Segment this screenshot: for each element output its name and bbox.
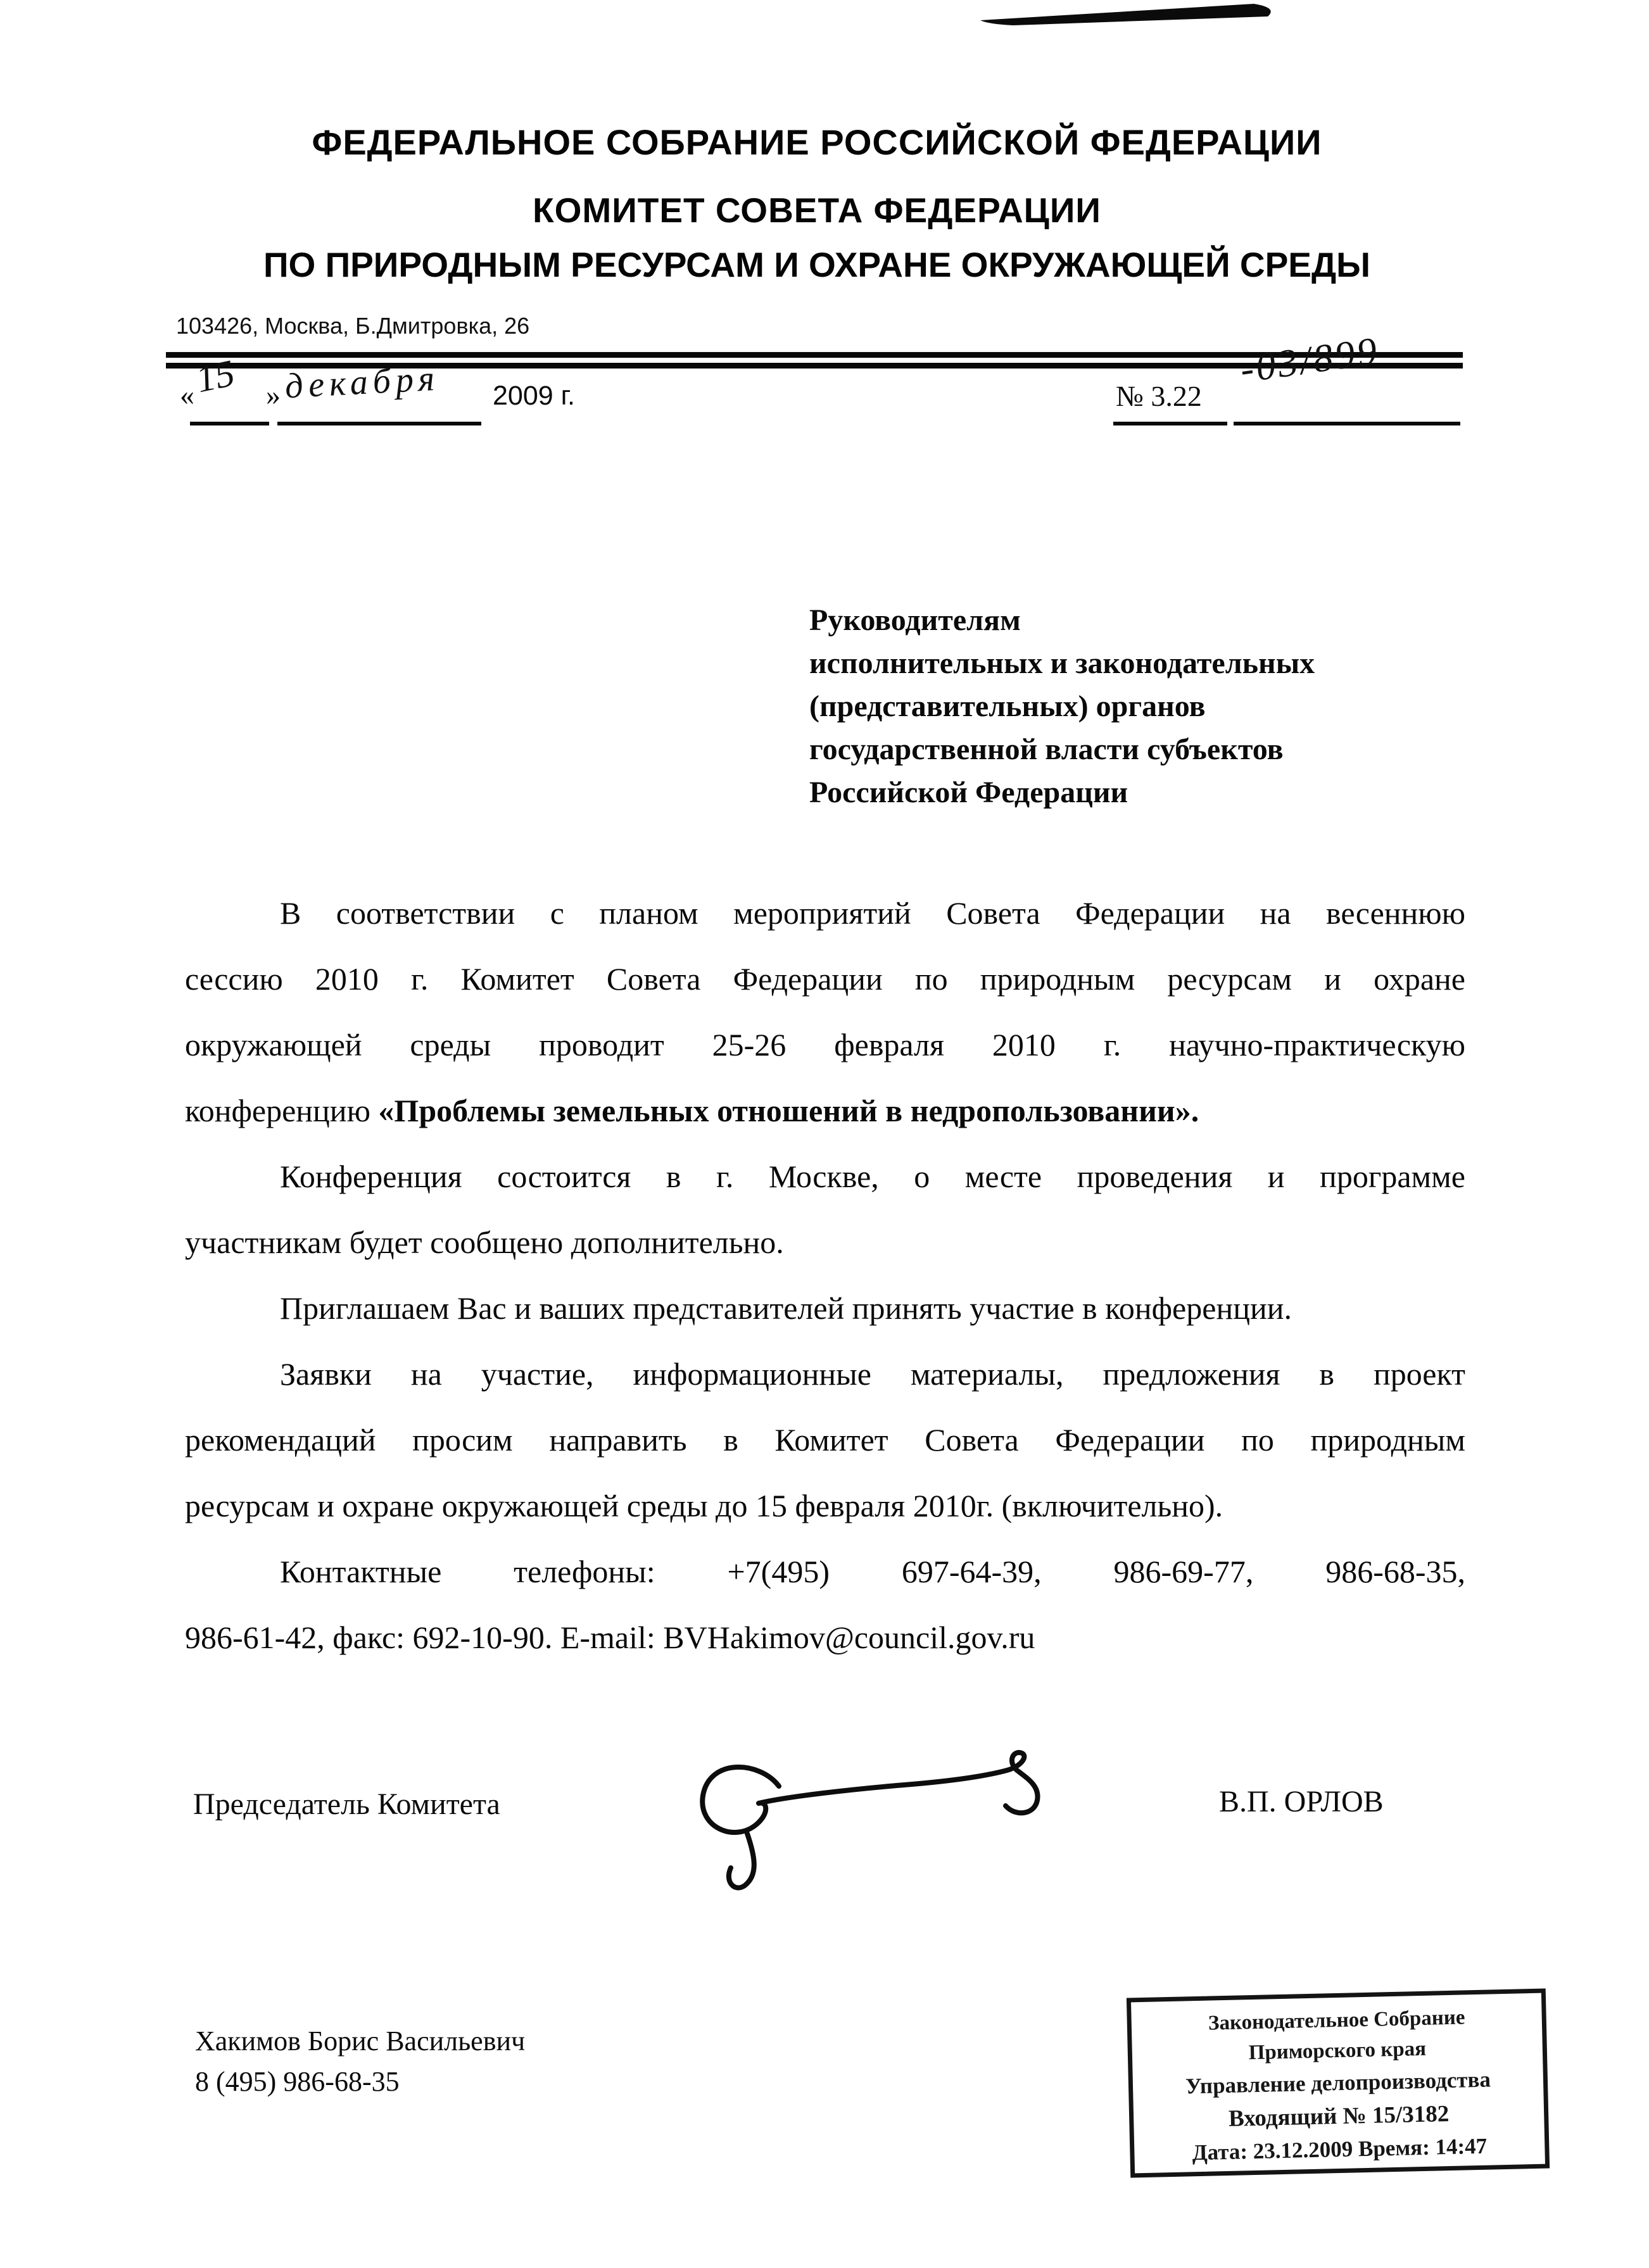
body-text: Контактные телефоны: +7(495) 697-64-39, 986-69-77, 986-68-35, (280, 1554, 1465, 1589)
stamp-line: Дата: 23.12.2009 Время: 14:47 (1192, 2133, 1488, 2165)
recipient-line: (представительных) органов (809, 690, 1206, 723)
signer-title: Председатель Комитета (193, 1787, 500, 1821)
body-line (185, 1539, 1465, 1604)
contact-person: Хакимов Борис Васильевич (195, 2025, 526, 2057)
recipient-line: государственной власти субъектов (809, 733, 1284, 766)
recipient-line: исполнительных и законодательных (809, 646, 1315, 680)
body-text: сессию 2010 г. Комитет Совета Федерации по природным ресурсам и охране (185, 961, 1465, 997)
body-text: 986-61-42, факс: 692-10-90. E-mail: BVHakimov@council.gov.ru (185, 1620, 1035, 1655)
signer-name: В.П. ОРЛОВ (1219, 1785, 1384, 1818)
body-line (185, 946, 1465, 1012)
body-text: окружающей среды проводит 25-26 февраля 2010 г. научно-практическую (185, 1027, 1465, 1062)
handwritten-number: -03/899 (1237, 329, 1382, 392)
contact-block (195, 2021, 525, 2102)
body-paragraphs (185, 880, 1465, 1670)
body-line (185, 1604, 1465, 1670)
scan-ink-streak (975, 0, 1286, 30)
body-text: конференцию (185, 1093, 379, 1128)
body-line (185, 1012, 1465, 1078)
day-underline (190, 422, 269, 425)
stamp-line: Приморского края (1248, 2037, 1427, 2065)
date-close-quote: » (266, 379, 281, 411)
paragraph (185, 1275, 1465, 1341)
paragraph (185, 880, 1465, 1143)
body-line (185, 1078, 1465, 1143)
stamp-line: Входящий № 15/3182 (1228, 2101, 1450, 2132)
body-text: Приглашаем Вас и ваших представителей принять участие в конференции. (280, 1290, 1292, 1326)
letterhead-line2: КОМИТЕТ СОВЕТА ФЕДЕРАЦИИ (533, 191, 1101, 230)
body-line (185, 880, 1465, 946)
body-line (185, 1209, 1465, 1275)
stamp-line: Законодательное Собрание (1208, 2006, 1465, 2035)
body-line (185, 1341, 1465, 1407)
letterhead-line3: ПО ПРИРОДНЫМ РЕСУРСАМ И ОХРАНЕ ОКРУЖАЮЩЕЙ СРЕДЫ (263, 245, 1371, 284)
date-year: 2009 г. (493, 381, 575, 411)
body-line (185, 1473, 1465, 1539)
body-line (185, 1407, 1465, 1473)
handwritten-month: декабря (284, 358, 441, 406)
body-text: рекомендаций просим направить в Комитет Совета Федерации по природным (185, 1422, 1465, 1458)
body-text: участникам будет сообщено дополнительно. (185, 1225, 784, 1260)
body-text: В соответствии с планом мероприятий Совета Федерации на весеннюю (280, 895, 1465, 931)
date-open-quote: « (180, 379, 194, 411)
recipient-block (809, 599, 1417, 814)
letterhead-line1: ФЕДЕРАЛЬНОЕ СОБРАНИЕ РОССИЙСКОЙ ФЕДЕРАЦИИ (312, 122, 1322, 162)
signature-scribble (684, 1726, 1102, 1897)
body-line (185, 1143, 1465, 1209)
body-line (185, 1275, 1465, 1341)
paragraph (185, 1341, 1465, 1539)
document-number-label: № 3.22 (1116, 380, 1202, 412)
conference-title-bold: «Проблемы земельных отношений в недропользовании». (378, 1093, 1199, 1128)
number-underline-right (1234, 422, 1460, 425)
body-text: Заявки на участие, информационные материалы, предложения в проект (280, 1356, 1465, 1392)
stamp-line: Управление делопроизводства (1185, 2067, 1491, 2099)
number-underline-left (1113, 422, 1227, 425)
month-underline (277, 422, 481, 425)
body-text: Конференция состоится в г. Москве, о месте проведения и программе (280, 1159, 1465, 1194)
recipient-line: Руководителям (809, 603, 1021, 637)
letterhead-address: 103426, Москва, Б.Дмитровка, 26 (176, 313, 530, 339)
paragraph (185, 1539, 1465, 1670)
paragraph (185, 1143, 1465, 1275)
body-text: ресурсам и охране окружающей среды до 15 февраля 2010г. (включительно). (185, 1488, 1223, 1523)
handwritten-day: 15 (192, 351, 239, 401)
recipient-line: Российской Федерации (809, 776, 1128, 809)
contact-phone: 8 (495) 986-68-35 (195, 2066, 400, 2097)
incoming-stamp (1127, 1989, 1550, 2178)
